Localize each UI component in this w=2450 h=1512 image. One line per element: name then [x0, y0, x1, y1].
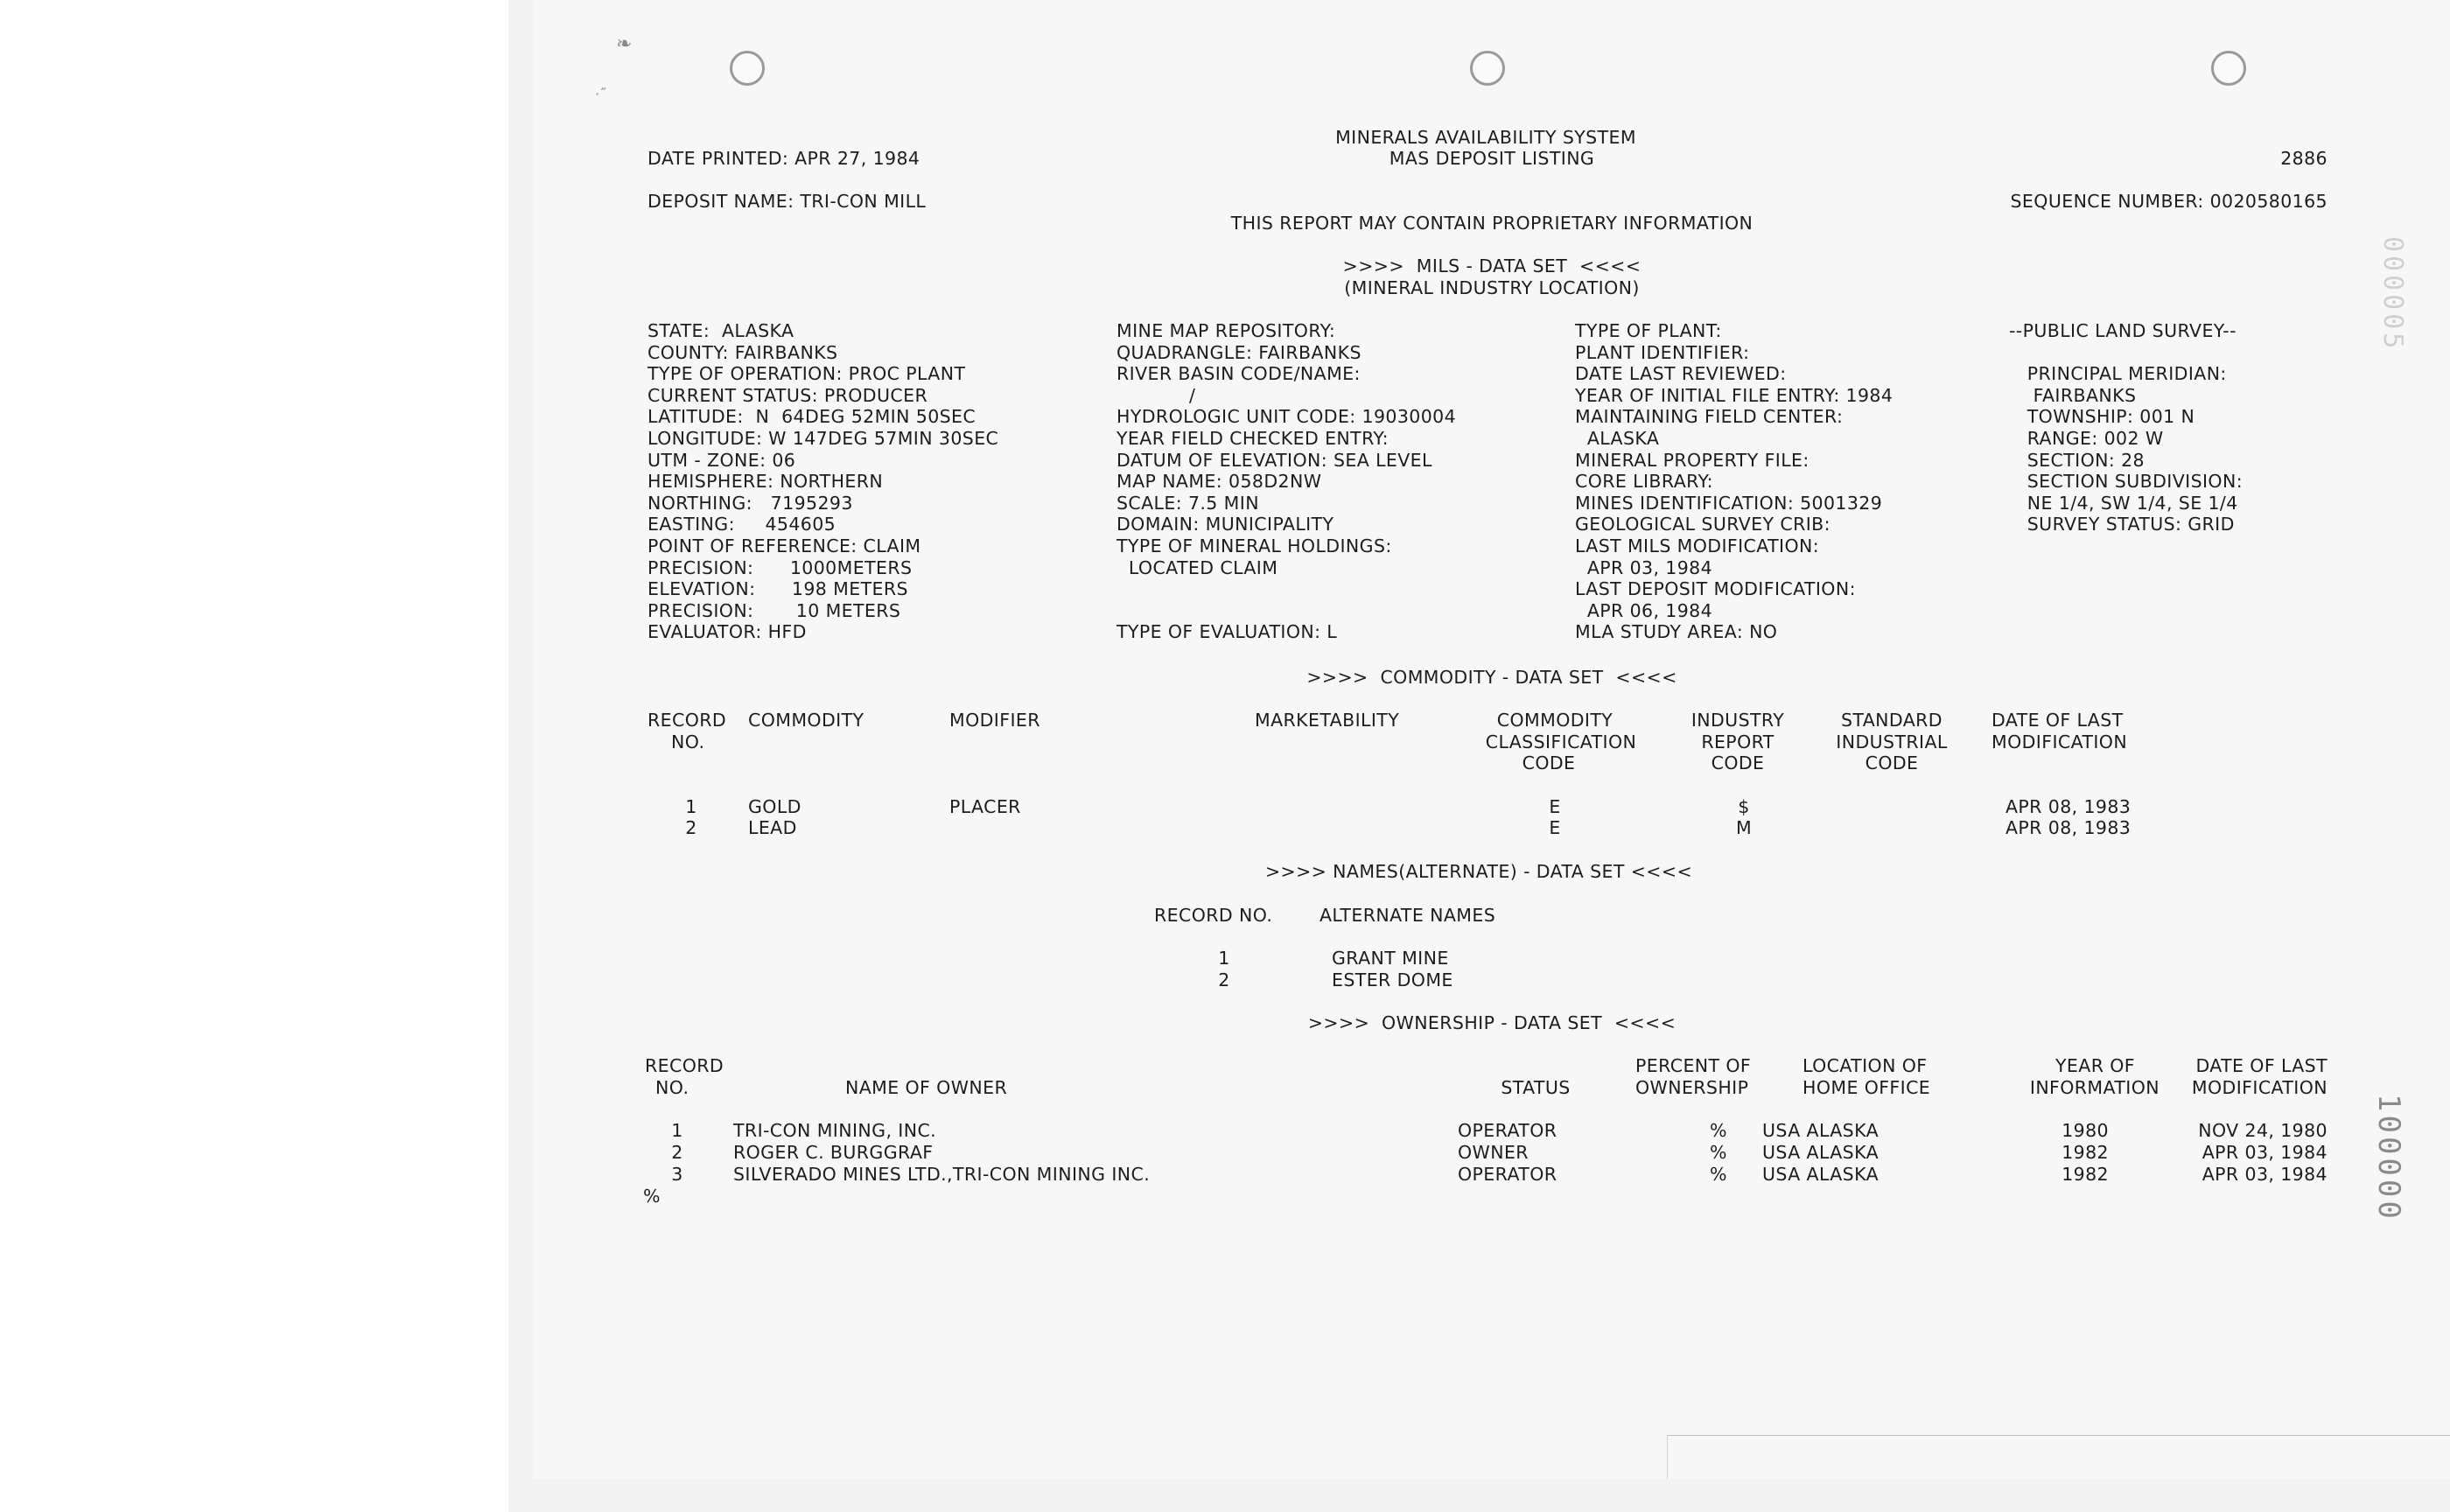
owner-percent: % [1710, 1164, 1727, 1185]
mils-field: PRINCIPAL MERIDIAN: [2009, 363, 2227, 385]
mils-field: --PUBLIC LAND SURVEY-- [2009, 320, 2236, 341]
commodity-header-commodity: COMMODITY [748, 710, 864, 731]
mils-field: HEMISPHERE: NORTHERN [648, 471, 884, 493]
page-bottom-edge [1667, 1435, 2450, 1436]
mils-field: CORE LIBRARY: [1575, 471, 1713, 493]
mils-field: NORTHING: 7195293 [648, 492, 853, 514]
ownership-header-location-1: LOCATION OF [1802, 1055, 1928, 1076]
mils-field: MINE MAP REPOSITORY: [1116, 320, 1336, 341]
mils-field: TYPE OF EVALUATION: L [1116, 621, 1338, 643]
ownership-header-date-1: DATE OF LAST [2195, 1055, 2328, 1076]
commodity-record-no: 2 [685, 817, 697, 838]
mils-field: RIVER BASIN CODE/NAME: [1116, 363, 1361, 385]
owner-status: OPERATOR [1458, 1120, 1558, 1141]
commodity-header-industry-2: REPORT [1701, 732, 1774, 752]
commodity-header-date-1: DATE OF LAST [1992, 710, 2124, 731]
mils-field: NE 1/4, SW 1/4, SE 1/4 [2009, 492, 2238, 514]
owner-year: 1982 [2062, 1164, 2109, 1185]
mils-subtitle: (MINERAL INDUSTRY LOCATION) [1344, 277, 1640, 298]
mils-field: PLANT IDENTIFIER: [1575, 341, 1750, 363]
mils-field: MAINTAINING FIELD CENTER: [1575, 406, 1844, 428]
ownership-header-date-2: MODIFICATION [2191, 1077, 2328, 1098]
mils-field: CURRENT STATUS: PRODUCER [648, 384, 928, 406]
mils-field: SECTION SUBDIVISION: [2009, 471, 2244, 493]
owner-name: ROGER C. BURGGRAF [733, 1142, 934, 1163]
commodity-title: >>>> COMMODITY - DATA SET <<<< [1306, 667, 1677, 688]
owner-record-no: 1 [671, 1120, 683, 1141]
alternate-name: ESTER DOME [1332, 970, 1453, 990]
ownership-header-name: NAME OF OWNER [845, 1077, 1008, 1098]
page-bottom-fold [1667, 1435, 1668, 1479]
commodity-header-standard-3: CODE [1865, 752, 1919, 774]
owner-date: APR 03, 1984 [2202, 1142, 2328, 1163]
page-number: 2886 [2280, 148, 2328, 169]
owner-year: 1982 [2062, 1142, 2109, 1163]
commodity-name: LEAD [748, 817, 797, 838]
names-header-alternate: ALTERNATE NAMES [1320, 905, 1496, 926]
commodity-date: APR 08, 1983 [2006, 817, 2132, 838]
mils-field: PRECISION: 10 METERS [648, 599, 901, 621]
commodity-header-modifier: MODIFIER [949, 710, 1040, 731]
mils-field: LATITUDE: N 64DEG 52MIN 50SEC [648, 406, 976, 428]
mils-field: / [1116, 384, 1196, 406]
commodity-header-class-1: COMMODITY [1496, 710, 1614, 731]
commodity-header-standard-1: STANDARD [1841, 710, 1942, 731]
owner-percent: % [1710, 1120, 1727, 1141]
commodity-industry-code: M [1735, 817, 1753, 838]
owner-record-no: 3 [671, 1164, 683, 1185]
alternate-name: GRANT MINE [1332, 948, 1449, 969]
listing-title: MAS DEPOSIT LISTING [1389, 148, 1595, 169]
ownership-header-percent-2: OWNERSHIP [1635, 1077, 1749, 1098]
names-record-no: 1 [1218, 948, 1230, 969]
deposit-name: DEPOSIT NAME: TRI-CON MILL [648, 191, 927, 212]
mils-field: STATE: ALASKA [648, 320, 794, 341]
commodity-header-industry-1: INDUSTRY [1690, 710, 1785, 731]
names-record-no: 2 [1218, 970, 1230, 990]
commodity-name: GOLD [748, 796, 802, 817]
mils-field: HYDROLOGIC UNIT CODE: 19030004 [1116, 406, 1457, 428]
mils-field: LONGITUDE: W 147DEG 57MIN 30SEC [648, 428, 999, 449]
commodity-header-industry-3: CODE [1711, 752, 1765, 774]
mils-field: APR 06, 1984 [1575, 599, 1713, 621]
mils-field: LAST MILS MODIFICATION: [1575, 536, 1820, 556]
mils-field: GEOLOGICAL SURVEY CRIB: [1575, 514, 1830, 536]
mils-field: DATUM OF ELEVATION: SEA LEVEL [1116, 449, 1432, 471]
commodity-header-class-2: CLASSIFICATION [1485, 732, 1637, 752]
ownership-header-year-1: YEAR OF [2055, 1055, 2135, 1076]
side-page-stamp: 100000 [2371, 1094, 2406, 1222]
mils-field: UTM - ZONE: 06 [648, 449, 796, 471]
owner-name: TRI-CON MINING, INC. [733, 1120, 937, 1141]
pencil-mark: ❧ [616, 33, 633, 55]
faint-side-number: 000005 [2377, 236, 2408, 353]
mils-field: ELEVATION: 198 METERS [648, 578, 908, 600]
ownership-header-no: NO. [655, 1077, 690, 1098]
mils-field: SCALE: 7.5 MIN [1116, 492, 1259, 514]
owner-date: APR 03, 1984 [2202, 1164, 2328, 1185]
proprietary-notice: THIS REPORT MAY CONTAIN PROPRIETARY INFORMATION [1230, 213, 1754, 234]
mils-field: EASTING: 454605 [648, 514, 836, 536]
mils-field: COUNTY: FAIRBANKS [648, 341, 838, 363]
owner-location: USA ALASKA [1762, 1164, 1879, 1185]
owner-percent: % [1710, 1142, 1727, 1163]
owner-record-no: 2 [671, 1142, 683, 1163]
owner-location: USA ALASKA [1762, 1120, 1879, 1141]
commodity-modifier: PLACER [949, 796, 1021, 817]
mils-field: MAP NAME: 058D2NW [1116, 471, 1322, 493]
mils-field: PRECISION: 1000METERS [648, 556, 913, 578]
mils-field: ALASKA [1575, 428, 1660, 449]
system-title: MINERALS AVAILABILITY SYSTEM [1335, 127, 1636, 148]
commodity-record-no: 1 [685, 796, 697, 817]
ownership-header-record: RECORD [645, 1055, 724, 1076]
owner-date: NOV 24, 1980 [2198, 1120, 2328, 1141]
mils-field: LOCATED CLAIM [1116, 556, 1278, 578]
commodity-header-no: NO. [671, 732, 705, 752]
ownership-header-percent-1: PERCENT OF [1635, 1055, 1752, 1076]
mils-title: >>>> MILS - DATA SET <<<< [1342, 256, 1642, 276]
mils-field: MINERAL PROPERTY FILE: [1575, 449, 1810, 471]
commodity-header-record: RECORD [648, 710, 727, 731]
commodity-class-code: E [1549, 796, 1561, 817]
ownership-title: >>>> OWNERSHIP - DATA SET <<<< [1307, 1012, 1676, 1033]
commodity-header-marketability: MARKETABILITY [1255, 710, 1400, 731]
owner-status: OPERATOR [1458, 1164, 1558, 1185]
commodity-header-standard-2: INDUSTRIAL [1836, 732, 1948, 752]
mils-field: MLA STUDY AREA: NO [1575, 621, 1778, 643]
mils-field: TYPE OF MINERAL HOLDINGS: [1116, 536, 1392, 556]
commodity-header-date-2: MODIFICATION [1992, 732, 2128, 752]
ownership-header-status: STATUS [1501, 1077, 1571, 1098]
owner-year: 1980 [2062, 1120, 2109, 1141]
mils-field: TYPE OF PLANT: [1575, 320, 1722, 341]
mils-field: MINES IDENTIFICATION: 5001329 [1575, 492, 1883, 514]
ownership-header-year-2: INFORMATION [2029, 1077, 2160, 1098]
mils-field: LAST DEPOSIT MODIFICATION: [1575, 578, 1856, 600]
mils-field: TOWNSHIP: 001 N [2009, 406, 2195, 428]
names-title: >>>> NAMES(ALTERNATE) - DATA SET <<<< [1264, 861, 1693, 882]
mils-field: EVALUATOR: HFD [648, 621, 807, 643]
owner-location: USA ALASKA [1762, 1142, 1879, 1163]
owner-status: OWNER [1458, 1142, 1529, 1163]
commodity-industry-code: $ [1738, 796, 1750, 817]
mils-field: YEAR OF INITIAL FILE ENTRY: 1984 [1575, 384, 1894, 406]
mils-field: QUADRANGLE: FAIRBANKS [1116, 341, 1362, 363]
mils-field: TYPE OF OPERATION: PROC PLANT [648, 363, 966, 385]
mils-field: SECTION: 28 [2009, 449, 2145, 471]
punch-hole-left [730, 51, 765, 86]
punch-hole-right [2211, 51, 2246, 86]
date-printed: DATE PRINTED: APR 27, 1984 [648, 148, 920, 169]
punch-hole-center [1470, 51, 1505, 86]
ownership-header-location-2: HOME OFFICE [1802, 1077, 1931, 1098]
names-header-record: RECORD NO. [1154, 905, 1273, 926]
owner-name: SILVERADO MINES LTD.,TRI-CON MINING INC. [733, 1164, 1151, 1185]
mils-field: APR 03, 1984 [1575, 556, 1713, 578]
mils-field: POINT OF REFERENCE: CLAIM [648, 536, 921, 556]
mils-field: FAIRBANKS [2009, 384, 2137, 406]
mils-field: DATE LAST REVIEWED: [1575, 363, 1787, 385]
commodity-header-class-3: CODE [1522, 752, 1576, 774]
mils-field: DOMAIN: MUNICIPALITY [1116, 514, 1334, 536]
commodity-class-code: E [1549, 817, 1561, 838]
mils-field: SURVEY STATUS: GRID [2009, 514, 2235, 536]
commodity-date: APR 08, 1983 [2006, 796, 2132, 817]
mils-field: YEAR FIELD CHECKED ENTRY: [1116, 428, 1389, 449]
sequence-number: SEQUENCE NUMBER: 0020580165 [2010, 191, 2328, 212]
pencil-mark-small: ·˝ [595, 86, 607, 102]
ownership-trailer: % [643, 1186, 661, 1207]
mils-field: RANGE: 002 W [2009, 428, 2164, 449]
